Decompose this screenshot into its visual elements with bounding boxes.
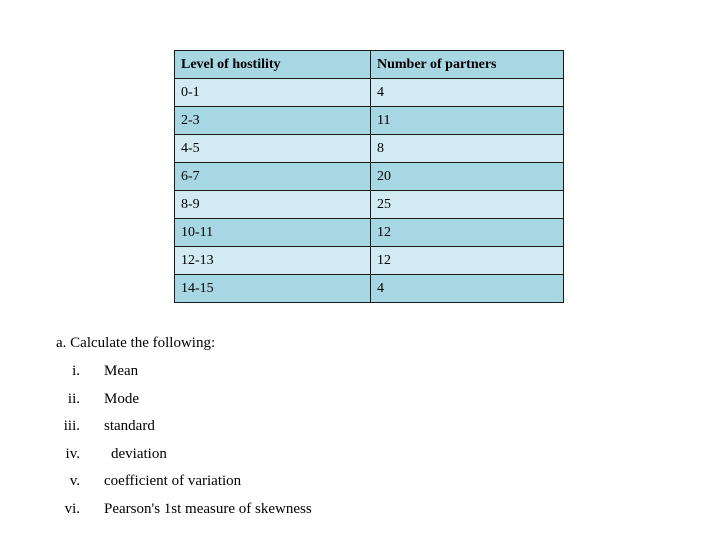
level-cell: 12-13: [175, 247, 371, 275]
hostility-frequency-table: [174, 50, 564, 303]
item-text: deviation: [111, 445, 167, 462]
item-text: coefficient of variation: [104, 473, 242, 490]
level-cell: 6-7: [175, 163, 371, 191]
partners-cell: 8: [371, 135, 564, 163]
level-cell: 4-5: [175, 135, 371, 163]
table-row: [175, 219, 564, 247]
partners-cell: 4: [371, 275, 564, 303]
item-number: vi.: [64, 500, 80, 517]
partners-cell: 12: [371, 219, 564, 247]
table-row: [175, 79, 564, 107]
partners-cell: 25: [371, 191, 564, 219]
instruction-text: a. Calculate the following:: [56, 335, 216, 351]
item-number: v.: [69, 473, 80, 490]
level-cell: 2-3: [175, 107, 371, 135]
level-cell: 0-1: [175, 79, 371, 107]
level-cell: 10-11: [175, 219, 371, 247]
table-row: [175, 247, 564, 275]
partners-cell: 20: [371, 163, 564, 191]
level-cell: 14-15: [175, 275, 371, 303]
table-row: [175, 135, 564, 163]
item-number: iv.: [65, 445, 80, 462]
partners-cell: 12: [371, 247, 564, 275]
partners-cell: 11: [371, 107, 564, 135]
item-number: iii.: [63, 418, 80, 435]
partners-cell: 4: [371, 79, 564, 107]
item-text: Mode: [104, 390, 139, 407]
item-number: ii.: [67, 390, 80, 407]
header-level-of-hostility: Level of hostility: [175, 51, 371, 79]
table-row: [175, 107, 564, 135]
level-cell: 8-9: [175, 191, 371, 219]
table-row: [175, 163, 564, 191]
table-header-row: [175, 51, 564, 79]
item-text: Pearson's 1st measure of skewness: [104, 500, 312, 517]
header-number-of-partners: Number of partners: [371, 51, 564, 79]
item-text: Mean: [104, 363, 139, 379]
item-number: i.: [72, 363, 80, 379]
item-text: standard: [104, 418, 155, 435]
table-row: [175, 275, 564, 303]
table-row: [175, 191, 564, 219]
